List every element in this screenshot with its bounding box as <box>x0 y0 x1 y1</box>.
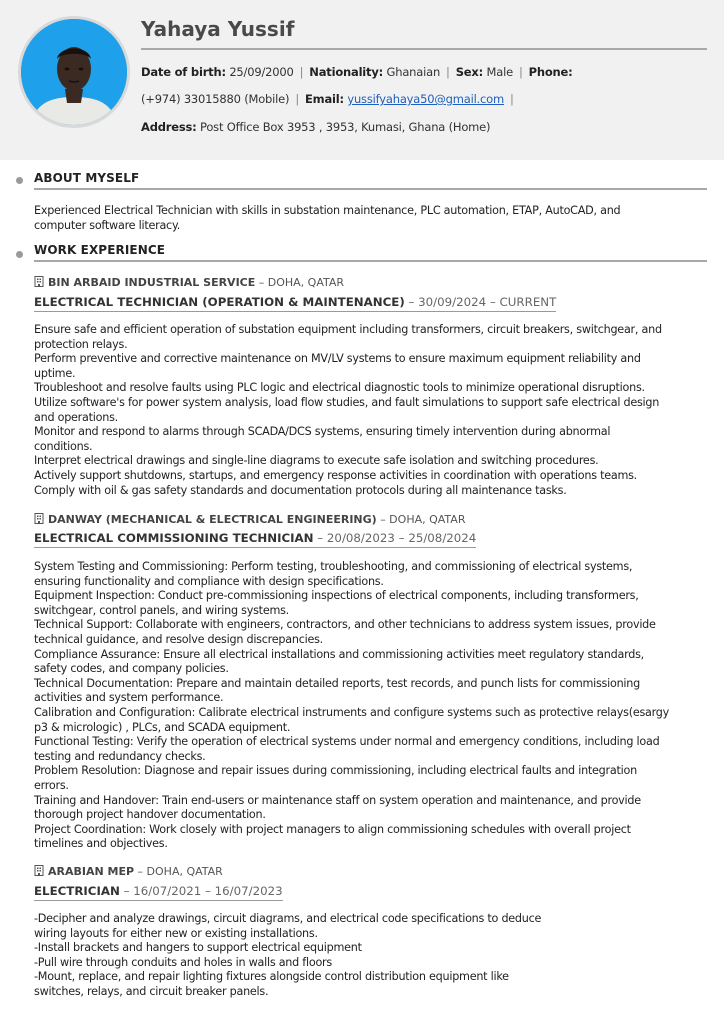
text-line: Comply with oil & gas safety standards and documentation protocols during all maintenance tasks. <box>34 483 567 497</box>
personal-details-line-1 <box>141 65 573 79</box>
personal-details-line-2 <box>141 92 520 106</box>
employer-line <box>34 865 223 878</box>
profile-photo <box>18 16 130 128</box>
employer-name: BIN ARBAID INDUSTRIAL SERVICE <box>48 276 256 289</box>
separator: | <box>299 65 304 79</box>
job-title: ELECTRICIAN <box>34 884 120 898</box>
phone-label: Phone: <box>528 65 573 79</box>
text-line: activities and system performance. <box>34 691 224 705</box>
dob-label: Date of birth: <box>141 65 226 79</box>
work-heading: WORK EXPERIENCE <box>34 243 166 257</box>
address-label: Address: <box>141 120 197 134</box>
text-line: protection relays. <box>34 337 128 351</box>
text-line: Compliance Assurance: Ensure all electrical installations and commissioning activities meet regulatory standards, <box>34 647 644 661</box>
nationality-value: Ghanaian <box>386 65 441 79</box>
email-label: Email: <box>305 92 344 106</box>
employer-location: – DOHA, QATAR <box>380 513 466 526</box>
text-line: errors. <box>34 778 69 792</box>
text-line: -Pull wire through conduits and holes in walls and floors <box>34 955 332 969</box>
nationality-label: Nationality: <box>309 65 384 79</box>
separator: | <box>510 92 514 106</box>
text-line: Equipment Inspection: Conduct pre-commissioning inspections of electrical components, including transformers, <box>34 589 639 603</box>
text-line: computer software literacy. <box>34 218 181 232</box>
text-line: technical guidance, and resolve design discrepancies. <box>34 632 323 646</box>
about-text <box>34 204 704 233</box>
text-line: Troubleshoot and resolve faults using PLC logic and electrical diagnostic tools to minimize operational disruptions. <box>34 381 645 395</box>
phone-value: (+974) 33015880 (Mobile) <box>141 92 290 106</box>
text-line: Experienced Electrical Technician with skills in substation maintenance, PLC automation, ETAP, AutoCAD, and <box>34 204 621 217</box>
address-value: Post Office Box 3953 , 3953, Kumasi, Ghana (Home) <box>200 120 491 134</box>
text-line: Interpret electrical drawings and single-line diagrams to execute safe isolation and switching procedures. <box>34 454 599 468</box>
text-line: Actively support shutdowns, startups, and emergency response activities in coordination with operations teams. <box>34 468 637 482</box>
text-line: Project Coordination: Work closely with project managers to align commissioning schedules with overall project <box>34 822 631 836</box>
text-line: ensuring functionality and compliance with design specifications. <box>34 574 384 588</box>
separator: | <box>446 65 450 79</box>
text-line: safety codes, and company policies. <box>34 662 229 676</box>
job-dates: – 16/07/2021 – 16/07/2023 <box>123 884 283 898</box>
person-name: Yahaya Yussif <box>141 17 295 41</box>
address-line <box>141 120 490 134</box>
employer-location: – DOHA, QATAR <box>137 865 223 878</box>
text-line: Ensure safe and efficient operation of substation equipment including transformers, circuit breakers, switchgear, and <box>34 323 662 336</box>
about-divider <box>34 188 707 190</box>
text-line: Problem Resolution: Diagnose and repair issues during commissioning, including electrical faults and integration <box>34 764 637 778</box>
job-title-line <box>34 884 283 901</box>
building-icon <box>34 865 44 876</box>
text-line: and operations. <box>34 410 118 424</box>
building-icon <box>34 513 44 524</box>
email-link[interactable]: yussifyahaya50@gmail.com <box>347 92 505 106</box>
about-heading: ABOUT MYSELF <box>34 171 140 185</box>
text-line: conditions. <box>34 439 93 453</box>
profile-header <box>0 0 724 160</box>
employer-location: – DOHA, QATAR <box>258 276 345 289</box>
section-bullet-icon <box>16 177 23 184</box>
building-icon <box>34 276 44 287</box>
text-line: switches, relays, and circuit breaker panels. <box>34 984 269 998</box>
separator: | <box>295 92 299 106</box>
sex-label: Sex: <box>455 65 484 79</box>
text-line: Training and Handover: Train end-users or maintenance staff on system operation and maintenance, and provide <box>34 793 641 807</box>
job-dates: – 30/09/2024 – CURRENT <box>408 295 557 309</box>
text-line: uptime. <box>34 366 76 380</box>
employer-name: ARABIAN MEP <box>48 865 135 878</box>
section-bullet-icon <box>16 251 23 258</box>
employer-name: DANWAY (MECHANICAL & ELECTRICAL ENGINEERING) <box>48 513 377 526</box>
text-line: switchgear, control panels, and wiring systems. <box>34 603 289 617</box>
name-divider <box>141 48 707 50</box>
text-line: System Testing and Commissioning: Perform testing, troubleshooting, and commissioning of electrical systems, <box>34 560 633 573</box>
text-line: Perform preventive and corrective maintenance on MV/LV systems to ensure maximum equipment reliability and <box>34 352 641 366</box>
text-line: Functional Testing: Verify the operation of electrical systems under normal and emergency conditions, including load <box>34 735 660 749</box>
text-line: Technical Support: Collaborate with engineers, contractors, and other technicians to address system issues, provide <box>34 618 656 632</box>
job-description <box>34 560 704 852</box>
employer-line <box>34 276 344 289</box>
job-description <box>34 323 704 498</box>
job-title-line <box>34 531 476 548</box>
employer-line <box>34 513 465 526</box>
text-line: -Decipher and analyze drawings, circuit diagrams, and electrical code specifications to deduce <box>34 912 542 925</box>
text-line: thorough project handover documentation. <box>34 808 266 822</box>
job-description <box>34 912 704 1000</box>
text-line: Monitor and respond to alarms through SCADA/DCS systems, ensuring timely intervention during abnormal <box>34 425 611 439</box>
text-line: -Install brackets and hangers to support electrical equipment <box>34 941 362 955</box>
work-divider <box>34 260 707 262</box>
text-line: Technical Documentation: Prepare and maintain detailed reports, test records, and punch lists for commissioning <box>34 676 640 690</box>
dob-value: 25/09/2000 <box>229 65 294 79</box>
text-line: Calibration and Configuration: Calibrate electrical instruments and configure systems such as protective relays(esargy <box>34 705 670 719</box>
job-title-line <box>34 295 556 312</box>
text-line: timelines and objectives. <box>34 837 168 851</box>
job-title: ELECTRICAL COMMISSIONING TECHNICIAN <box>34 531 314 545</box>
separator: | <box>518 65 523 79</box>
text-line: wiring layouts for either new or existing installations. <box>34 926 318 940</box>
sex-value: Male <box>486 65 513 79</box>
job-dates: – 20/08/2023 – 25/08/2024 <box>317 531 477 545</box>
text-line: Utilize software's for power system analysis, load flow studies, and fault simulations to support safe electrical design <box>34 395 660 409</box>
text-line: p3 & micrologic) , PLCs, and SCADA equipment. <box>34 720 291 734</box>
text-line: testing and redundancy checks. <box>34 749 206 763</box>
job-title: ELECTRICAL TECHNICIAN (OPERATION & MAINTENANCE) <box>34 295 405 309</box>
text-line: -Mount, replace, and repair lighting fixtures alongside control distribution equipment like <box>34 970 509 984</box>
